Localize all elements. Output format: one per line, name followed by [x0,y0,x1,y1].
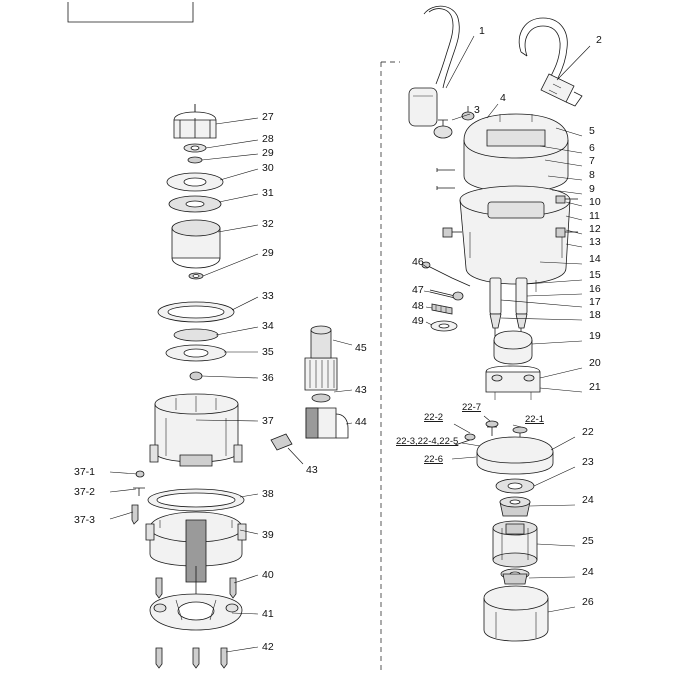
label-32: 32 [262,218,274,230]
label-37: 37 [262,415,274,427]
label-49: 49 [412,315,424,327]
label-43-lower: 43 [306,464,318,476]
label-19: 19 [589,330,601,342]
part-32-sleeve [172,220,220,268]
part-25-impeller [493,521,537,567]
label-29-lower: 29 [262,247,274,259]
label-12: 12 [589,223,601,235]
label-42: 42 [262,641,274,653]
label-43-upper: 43 [355,384,367,396]
frame-top-left-box [68,2,193,22]
label-28: 28 [262,133,274,145]
label-24-upper: 24 [582,494,594,506]
label-22-3-4-5: 22-3,22-4,22-5 [396,436,459,447]
label-44: 44 [355,416,367,428]
part-43-44-elbow [271,394,348,450]
label-36: 36 [262,372,274,384]
label-23: 23 [582,456,594,468]
parts-20-21-plate [486,366,540,400]
part-33-34-oring [158,302,234,341]
label-48: 48 [412,300,424,312]
label-47: 47 [412,284,424,296]
label-21: 21 [589,381,601,393]
label-45: 45 [355,342,367,354]
label-5: 5 [589,125,595,137]
label-27: 27 [262,111,274,123]
label-2: 2 [596,34,602,46]
label-30: 30 [262,162,274,174]
part-19-bushing [494,331,532,364]
label-35: 35 [262,346,274,358]
label-37-2: 37-2 [74,486,96,498]
parts-37-1-37-3-fasteners [132,471,145,524]
label-26: 26 [582,596,594,608]
part-35-36-washer-nut [166,345,226,380]
label-22: 22 [582,426,594,438]
label-10: 10 [589,196,601,208]
label-13: 13 [589,236,601,248]
label-18: 18 [589,309,601,321]
dashed-divider [381,62,400,670]
part-6-14-motor-body [460,186,570,292]
label-11: 11 [589,210,600,222]
part-26-base-cap [484,586,548,641]
part-23-washer [496,479,534,493]
part-42-screws [156,648,227,668]
label-20: 20 [589,357,601,369]
label-22-6: 22-6 [424,454,444,465]
part-1-float-switch-cable [409,6,459,126]
label-41: 41 [262,608,274,620]
label-34: 34 [262,320,274,332]
label-31: 31 [262,187,274,199]
label-38: 38 [262,488,274,500]
part-22-group [455,421,553,474]
part-45-connector [305,326,337,390]
part-24-upper-seal [500,497,530,516]
parts-15-18-shafts [490,278,527,340]
parts-46-49-small-hardware [422,262,470,331]
label-8: 8 [589,169,595,181]
label-46: 46 [412,256,424,268]
part-30-31-plate [167,173,223,212]
label-9: 9 [589,183,595,195]
part-41-base-plate [150,594,242,630]
label-37-3: 37-3 [74,514,96,526]
label-15: 15 [589,269,601,281]
label-24-lower: 24 [582,566,594,578]
label-6: 6 [589,142,595,154]
label-25: 25 [582,535,594,547]
part-29b-ring [189,273,203,279]
part-5-top-housing [464,114,568,192]
part-38-gasket [148,489,244,511]
part-2-power-cable-plug [519,18,582,106]
label-33: 33 [262,290,274,302]
label-3: 3 [474,104,480,116]
label-22-1: 22-1 [525,414,545,425]
label-37-1: 37-1 [74,466,96,478]
label-22-2: 22-2 [424,412,444,423]
label-1: 1 [479,25,485,37]
label-17: 17 [589,296,601,308]
label-16: 16 [589,283,601,295]
label-7: 7 [589,155,595,167]
part-24b-lower-seal [501,569,529,584]
label-22-7: 22-7 [462,402,482,413]
part-37-main-housing [150,394,242,466]
label-39: 39 [262,529,274,541]
label-40: 40 [262,569,274,581]
label-14: 14 [589,253,601,265]
part-40-screws [156,566,236,598]
label-4: 4 [500,92,506,104]
label-29-upper: 29 [262,147,274,159]
